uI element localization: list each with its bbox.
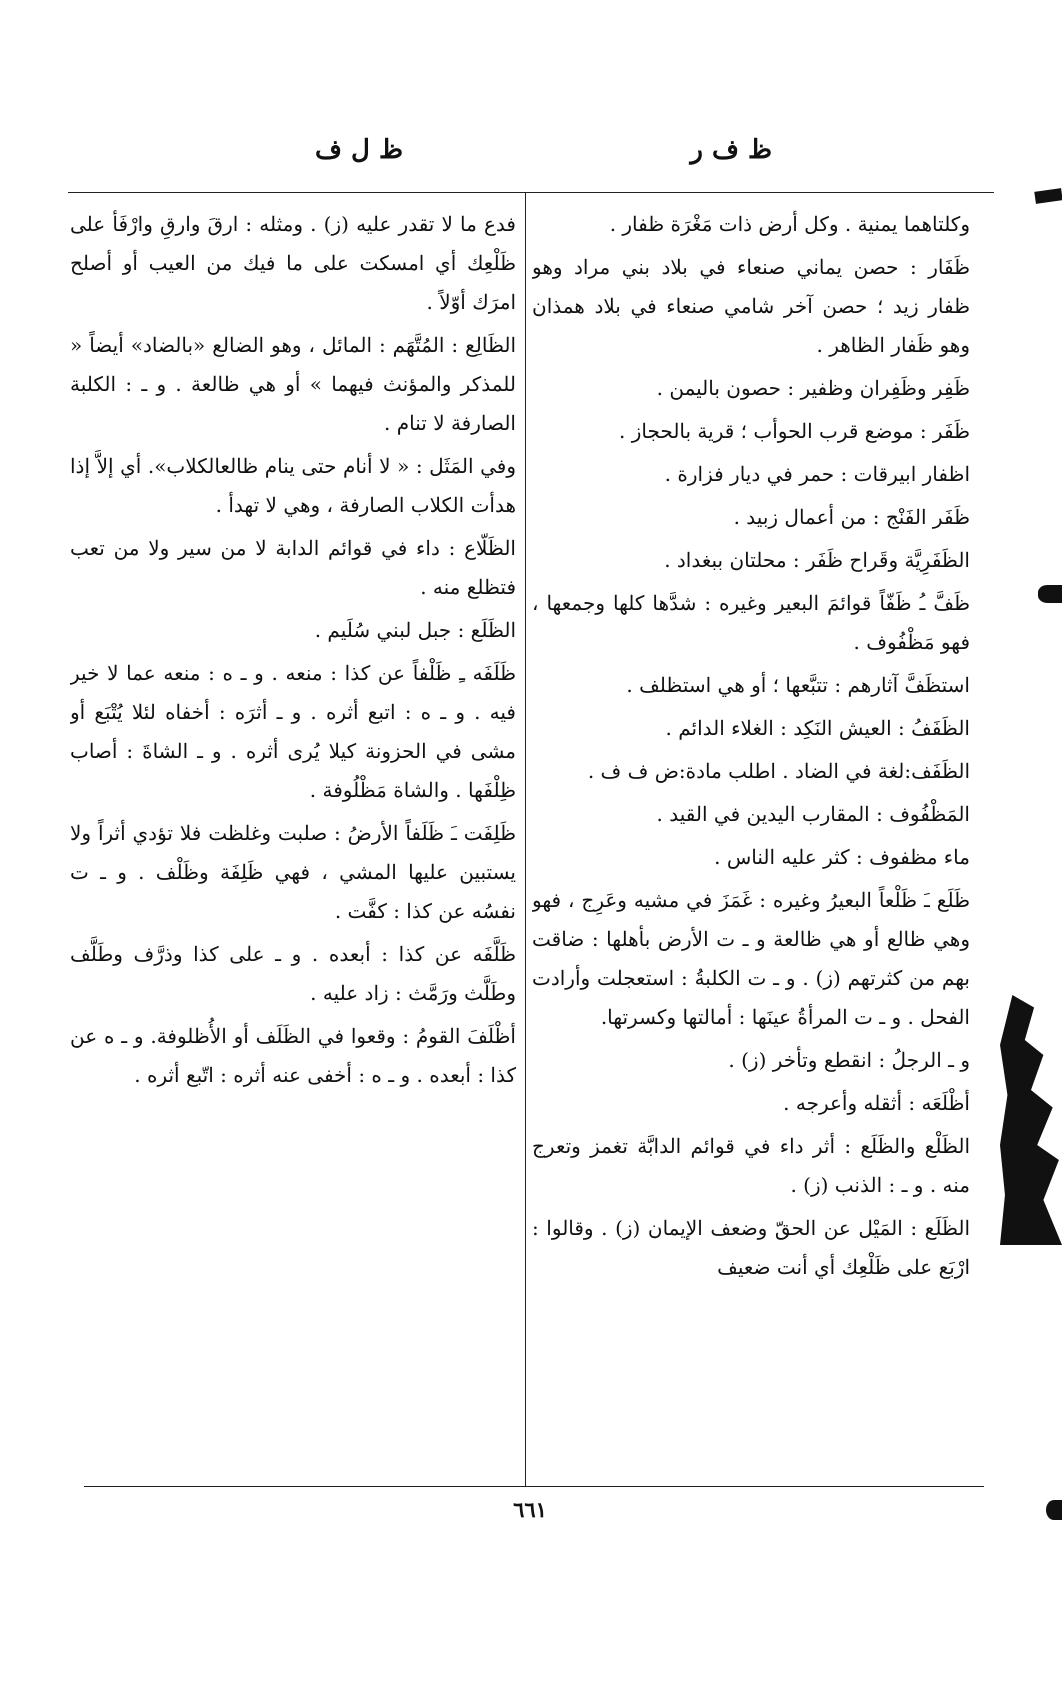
- dictionary-entry: ظَفِر وظَفِران وظفير : حصون باليمن .: [656, 376, 970, 400]
- dictionary-entry: ظَفَّ ـُ ظَفّاً قوائمَ البعير وغيره : شدَّها كلها وجمعها ، فهو مَظْفُوف .: [532, 591, 970, 654]
- dictionary-entry: المَظْفُوف : المقارب اليدين في القيد .: [656, 802, 970, 826]
- left-column: [70, 205, 516, 1475]
- column-divider: [525, 192, 526, 1486]
- page-header: [70, 135, 992, 175]
- dictionary-entry: فدع ما لا تقدر عليه (ز) . ومثله : ارقَ وارقِ وارْفَأ على ظَلْعِك أي امسكت على ما فيك من العيب أو أصلح امرَك أوّلاً .: [70, 212, 516, 314]
- dictionary-entry: أظْلَعَه : أثقله وأعرجه .: [783, 1091, 970, 1115]
- dictionary-entry: و ـ الرجلُ : انقطع وتأخر (ز) .: [728, 1048, 970, 1072]
- dictionary-entry: ظَلَفَه ـِ ظَلْفاً عن كذا : منعه . و ـ ه : منعه عما لا خير فيه . و ـ ه : اتبع أثره . و ـ أثرَه : أخفاه لئلا يُتْبَع أو مشى في الحزونة كيلا يُرى أثره . و ـ الشاةَ : أصاب ظِلْفَها . والشاة مَظْلُوفة .: [70, 661, 516, 802]
- dictionary-entry: ظَلَّفَه عن كذا : أبعده . و ـ على كذا وذرَّف وطَلَّف وطَلَّث ورَمَّث : زاد عليه .: [70, 942, 516, 1005]
- dictionary-entry: الظَفَرِيَّة وقَراح ظَفَر : محلتان ببغداد .: [664, 548, 970, 572]
- torn-page-edge: [1000, 995, 1062, 1245]
- page-number: ٦٦١: [513, 1497, 547, 1522]
- bottom-rule: [84, 1486, 984, 1487]
- dictionary-entry: الظَفَف:لغة في الضاد . اطلب مادة:ض ف ف .: [587, 759, 970, 783]
- dictionary-entry: الظَالِع : المُتَّهَم : المائل ، وهو الضالع «بالضاد» أيضاً « للمذكر والمؤنث فيهما » أو هي ظالعة . و ـ : الكلبة الصارفة لا تنام .: [70, 333, 516, 435]
- scan-edge-mark: [1046, 1500, 1062, 1520]
- right-column: [532, 205, 970, 1475]
- dictionary-entry: الظَلَع : جبل لبني سُلَيم .: [314, 618, 516, 642]
- dictionary-entry: أظْلَفَ القومُ : وقعوا في الظَلَف أو الأُظلوفة. و ـ ه عن كذا : أبعده . و ـ ه : أخفى عنه أثره : اتّبع أثره .: [70, 1024, 516, 1087]
- dictionary-entry: الظَفَفُ : العيش النَكِد : الغلاء الدائم .: [665, 716, 970, 740]
- dictionary-entry: ظَلَع ـَ ظَلْعاً البعيرُ وغيره : غَمَزَ في مشيه وعَرِج ، فهو وهي ظالع أو هي ظالعة و ـ ت الأرض بأهلها : ضاقت بهم من كثرتهم (ز) . و ـ ت الكلبةُ : استعجلت وأرادت الفحل . و ـ ت المرأةُ عينَها : أمالتها وكسرتها.: [532, 888, 970, 1029]
- dictionary-entry: الظَلَع : المَيْل عن الحقّ وضعف الإيمان (ز) . وقالوا : ارْبَع على ظَلْعِك أي أنت ضعيف: [532, 1216, 970, 1279]
- scan-edge-mark: [1034, 188, 1062, 204]
- dictionary-entry: الظَلّاع : داء في قوائم الدابة لا من سير ولا من تعب فتظلع منه .: [70, 536, 516, 599]
- dictionary-entry: ظَفَر : موضع قرب الحوأب ؛ قرية بالحجاز .: [619, 419, 970, 443]
- dictionary-entry: وكلتاهما يمنية . وكل أرض ذات مَغْرَة ظفار .: [609, 212, 970, 236]
- dictionary-entry: اظفار ابيرقات : حمر في ديار فزارة .: [664, 462, 970, 486]
- dictionary-entry: ماء مظفوف : كثر عليه الناس .: [714, 845, 970, 869]
- dictionary-entry: وفي المَثَل : « لا أنام حتى ينام ظالعالكلاب». أي إلاَّ إذا هدأت الكلاب الصارفة ، وهي لا تهدأ .: [70, 454, 516, 517]
- scan-edge-mark: [1038, 585, 1062, 603]
- dictionary-entry: ظَفَر الفَنْج : من أعمال زبيد .: [733, 505, 970, 529]
- dictionary-entry: ظَلِفَت ـَ ظَلَفاً الأرضُ : صلبت وغلظت فلا تؤدي أثراً ولا يستبين عليها المشي ، فهي ظَلِفَة وظَلْف . و ـ ت نفسُه عن كذا : كفَّت .: [70, 821, 516, 923]
- dictionary-entry: استظَفَّ آثارهم : تتبَّعها ؛ أو هي استظلف .: [626, 673, 970, 697]
- top-rule: [68, 192, 994, 193]
- dictionary-entry: الظَلْع والظَلَع : أثر داء في قوائم الدابَّة تغمز وتعرج منه . و ـ : الذنب (ز) .: [532, 1134, 970, 1197]
- dictionary-entry: ظَفَار : حصن يماني صنعاء في بلاد بني مراد وهو ظفار زيد ؛ حصن آخر شامي صنعاء في بلاد همذان وهو ظَفار الظاهر .: [532, 255, 970, 357]
- header-root-left: ظ ل ف: [315, 135, 403, 165]
- header-root-right: ظ ف ر: [690, 135, 772, 165]
